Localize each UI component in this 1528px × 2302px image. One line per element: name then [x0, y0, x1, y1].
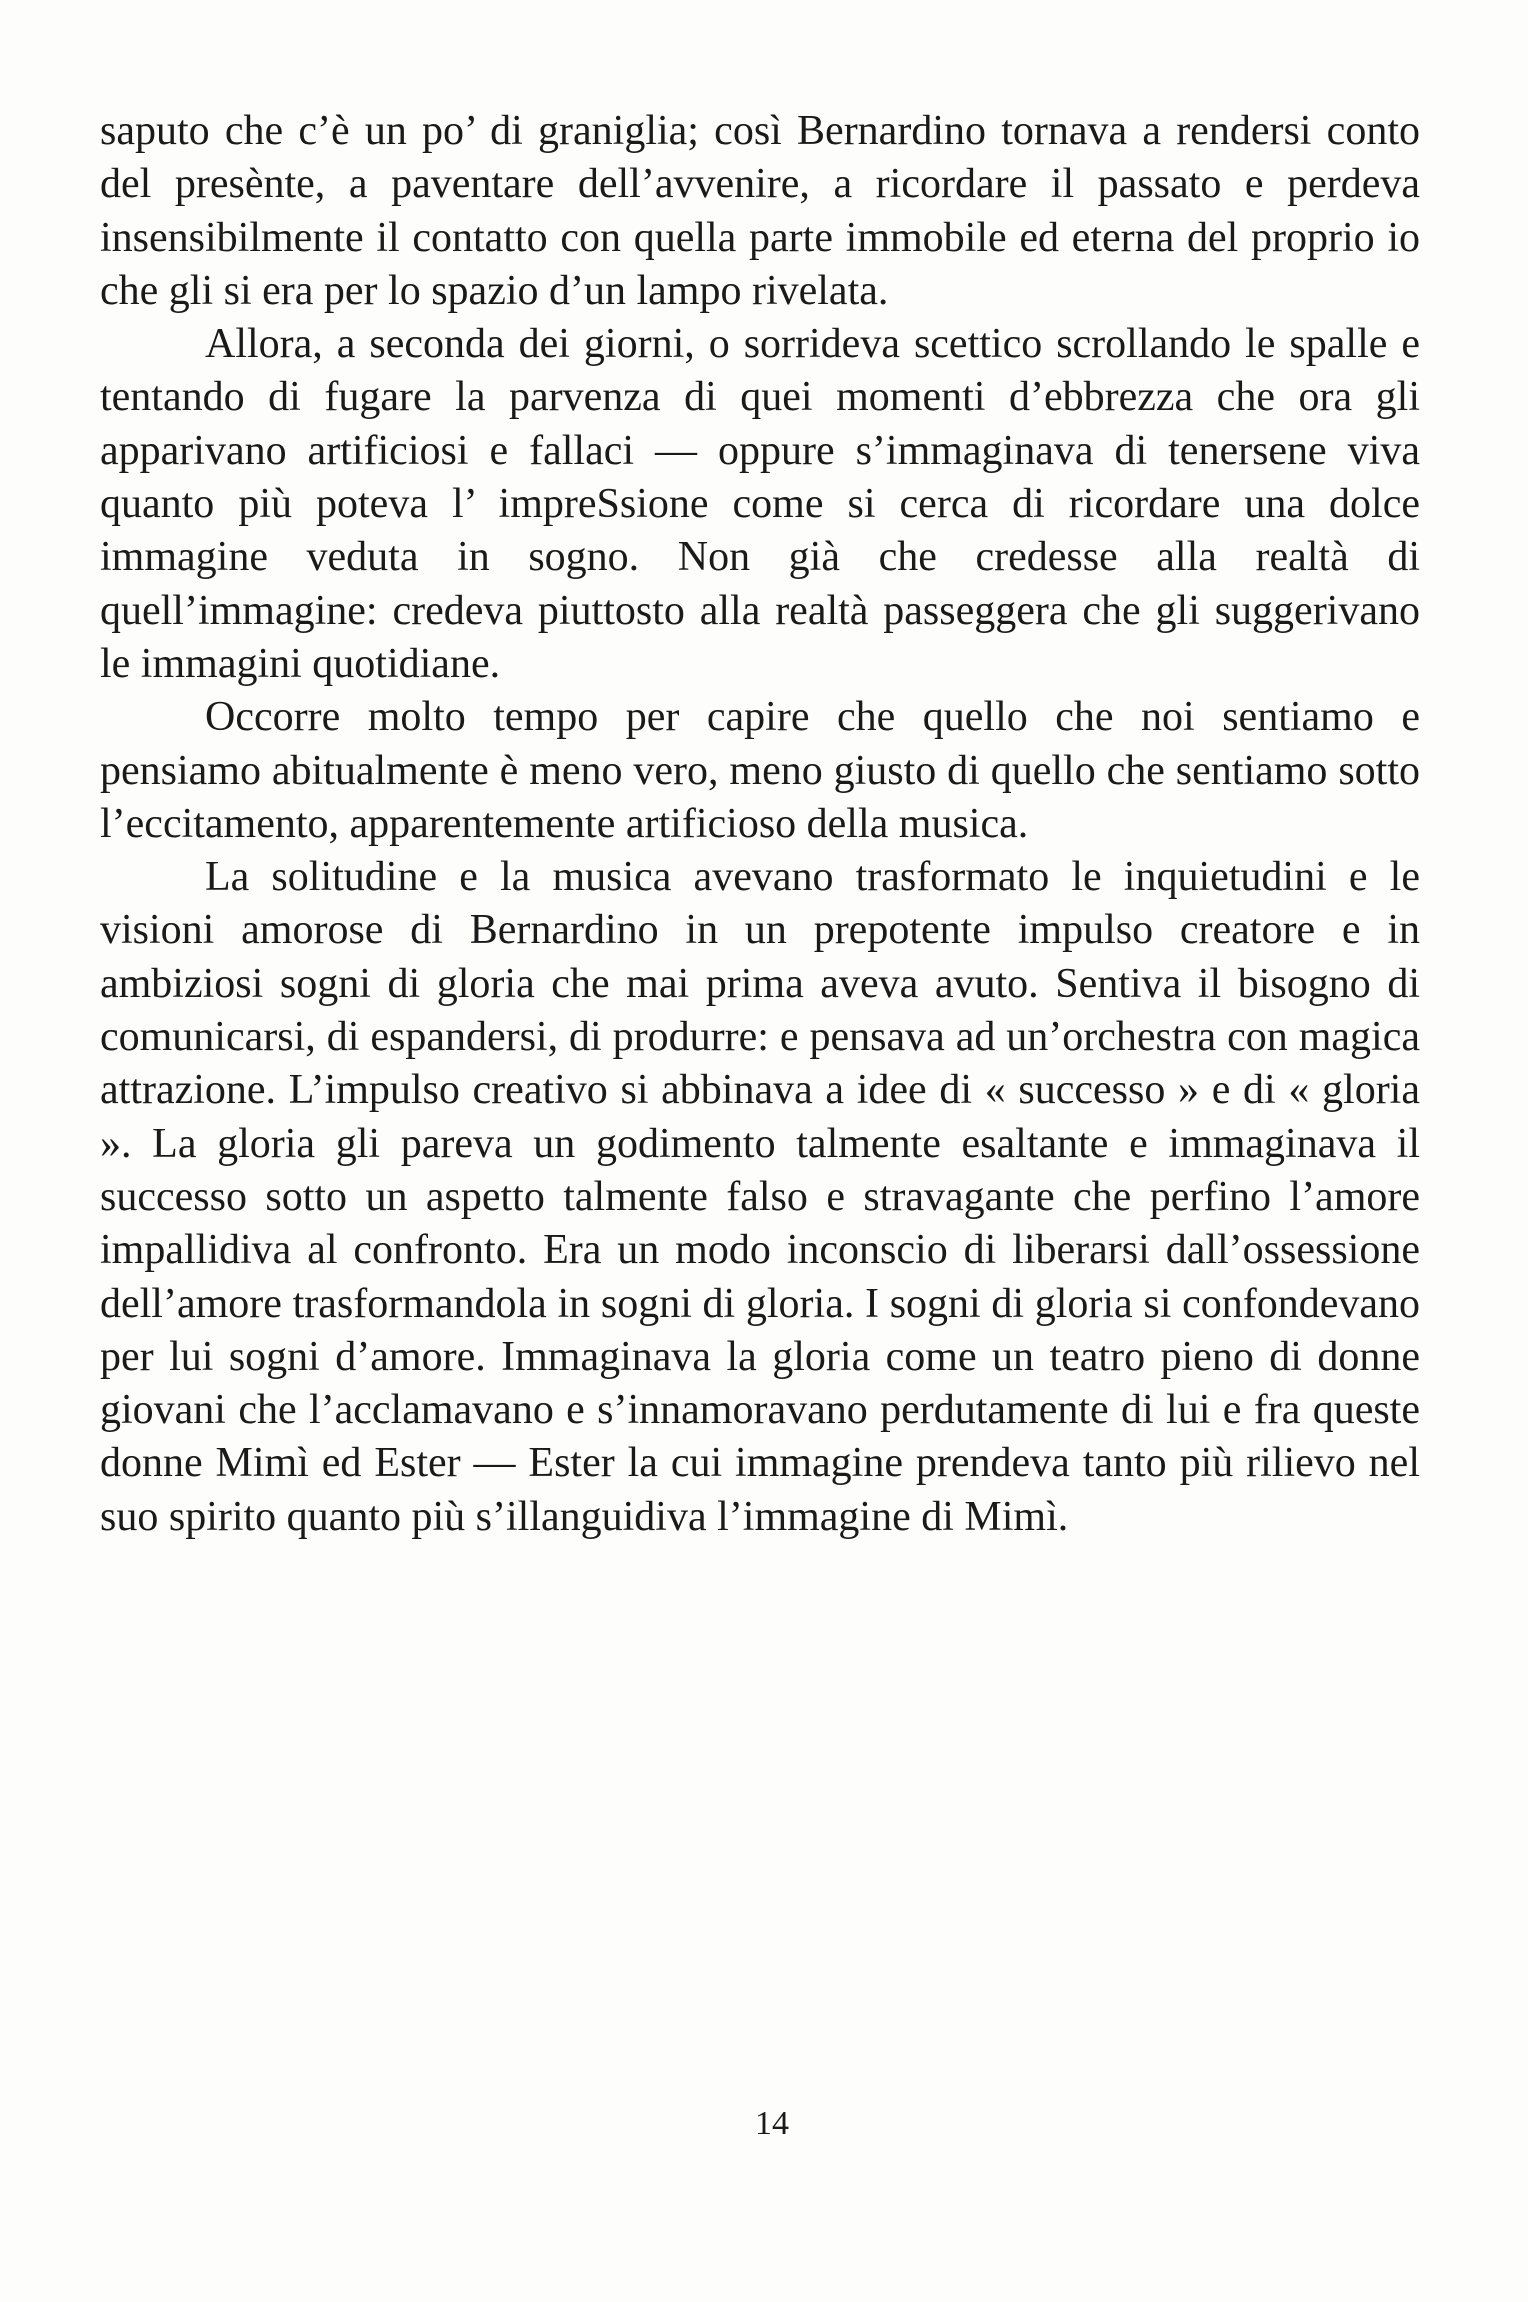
page-number: 14: [755, 2105, 789, 2142]
paragraph-1: saputo che c’è un po’ di graniglia; così Bernardino tornava a rendersi conto del presènte, a paventare dell’avvenire, a ricordare il passato e perdeva insensibilmente il contatto con quella parte immobile ed eterna del proprio io che gli si era per lo spazio d’un lampo rivelata.: [100, 108, 1420, 314]
paragraph-3: Occorre molto tempo per capire che quello che noi sentiamo e pensiamo abitualmente è meno vero, meno giusto di quello che sentiamo sotto l’eccitamento, apparentemente artificioso della musica.: [100, 694, 1420, 847]
body-text: [100, 105, 1420, 1544]
paragraph-4: La solitudine e la musica avevano trasformato le inquietudini e le visioni amorose di Bernardino in un prepotente impulso creatore e in ambiziosi sogni di gloria che mai prima aveva avuto. Sentiva il bisogno di comunicarsi, di espandersi, di produrre: e pensava ad un’orchestra con magica attrazione. L’impulso creativo si abbinava a idee di « successo » e di « gloria ». La gloria gli pareva un godimento talmente esaltante e immaginava il successo sotto un aspetto talmente falso e stravagante che perfino l’amore impallidiva al confronto. Era un modo inconscio di liberarsi dall’ossessione dell’amore trasformandola in sogni di gloria. I sogni di gloria si confondevano per lui sogni d’amore. Immaginava la gloria come un teatro pieno di donne giovani che l’acclamavano e s’innamoravano perdutamente di lui e fra queste donne Mimì ed Ester — Ester la cui immagine prendeva tanto più rilievo nel suo spirito quanto più s’illanguidiva l’immagine di Mimì.: [100, 854, 1420, 1540]
paragraph-2: Allora, a seconda dei giorni, o sorrideva scettico scrollando le spalle e tentando di fugare la parvenza di quei momenti d’ebbrezza che ora gli apparivano artificiosi e fallaci — oppure s’immaginava di tenersene viva quanto più poteva l’ impreSsione come si cerca di ricordare una dolce immagine veduta in sogno. Non già che credesse alla realtà di quell’immagine: credeva piuttosto alla realtà passeggera che gli suggerivano le immagini quotidiane.: [100, 321, 1420, 687]
